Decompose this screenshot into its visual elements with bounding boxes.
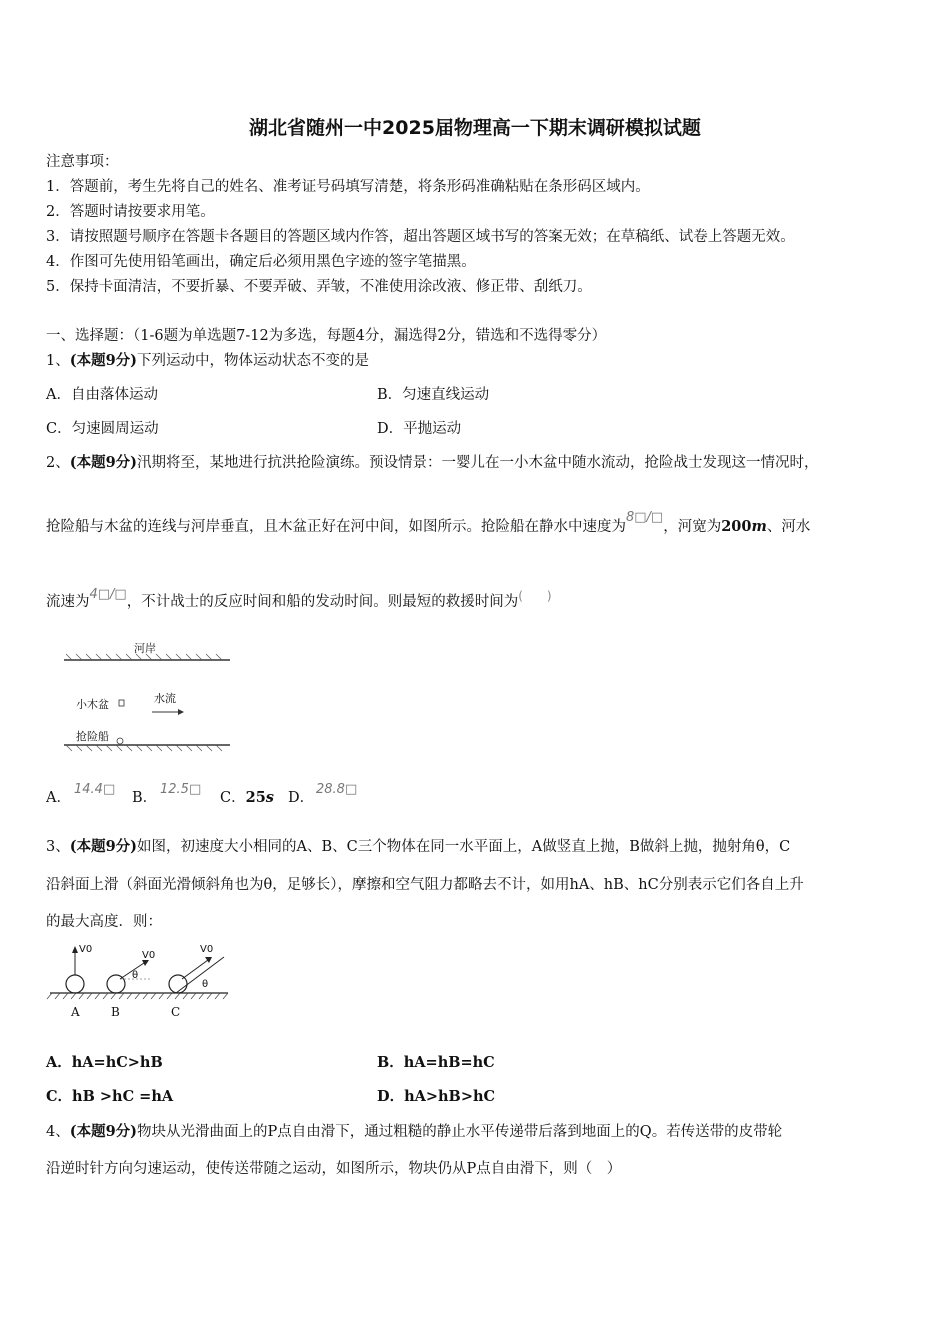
q3-option-c: C．hB >hC =hA bbox=[46, 1088, 174, 1105]
q2-option-a-label: A． bbox=[46, 790, 71, 806]
theta-label-b: θ bbox=[132, 970, 139, 981]
q2-option-c-label: C． bbox=[220, 790, 246, 806]
q1-score: (本题9分) bbox=[69, 352, 138, 369]
notice-item-5: 5．保持卡面清洁，不要折暴、不要弄破、弄皱，不准使用涂改液、修正带、刮纸刀。 bbox=[46, 279, 592, 295]
basin-label: 小木盆 bbox=[76, 698, 109, 711]
boat-label: 抢险船 bbox=[76, 730, 109, 743]
q1-option-d: D．平抛运动 bbox=[377, 421, 462, 437]
q2-paren: ( ) bbox=[518, 589, 552, 603]
theta-label-c: θ bbox=[202, 979, 209, 990]
q2-speed-water: 4□/□ bbox=[89, 587, 127, 602]
notice-item-3: 3．请按照题号顺序在答题卡各题目的答题区域内作答，超出答题区域书写的答案无效；在草稿纸、试卷上答题无效。 bbox=[46, 229, 795, 245]
question-2-line-2 bbox=[46, 510, 811, 538]
v0-label-a: V0 bbox=[79, 944, 93, 955]
projectile-figure bbox=[46, 943, 236, 1023]
q2-line2a: 抢险船与木盆的连线与河岸垂直，且木盆正好在河中间，如图所示。抢险船在静水中速度为 bbox=[46, 519, 626, 535]
q2-num: 2、 bbox=[46, 455, 70, 471]
q1-num: 1、 bbox=[46, 353, 70, 369]
q1-option-c: C．匀速圆周运动 bbox=[46, 421, 159, 437]
q2-option-b-label: B． bbox=[132, 790, 158, 806]
flow-arrowhead bbox=[178, 709, 184, 715]
question-2-line-3 bbox=[46, 587, 552, 613]
q2-line2b: ，河宽为 bbox=[663, 519, 722, 535]
q2-option-c bbox=[220, 788, 274, 808]
q3-option-a: A．hA=hC>hB bbox=[46, 1054, 163, 1071]
q1-option-b: B．匀速直线运动 bbox=[377, 387, 490, 403]
q2-speed-boat: 8□/□ bbox=[626, 510, 664, 525]
q1-stem: 下列运动中，物体运动状态不变的是 bbox=[137, 353, 370, 369]
ground-hatch bbox=[47, 993, 228, 999]
section-heading: 一、选择题：（1-6题为单选题7-12为多选，每题4分，漏选得2分，错选和不选得零分） bbox=[46, 328, 607, 344]
v0-label-b: V0 bbox=[142, 950, 156, 961]
question-1 bbox=[46, 351, 369, 371]
q3-option-b: B．hA=hB=hC bbox=[377, 1054, 495, 1071]
question-4-line-2: 沿逆时针方向匀速运动，使传送带随之运动，如图所示，物块仍从P点自由滑下，则（ ） bbox=[46, 1161, 622, 1177]
flow-label: 水流 bbox=[154, 692, 176, 705]
arrowhead-a bbox=[72, 946, 78, 953]
q2-line3b: ，不计战士的反应时间和船的发动时间。则最短的救援时间为 bbox=[126, 594, 519, 610]
v0-label-c: V0 bbox=[200, 944, 214, 955]
arrow-c bbox=[182, 960, 208, 979]
q3-option-d: D．hA>hB>hC bbox=[377, 1088, 496, 1105]
basin-mark bbox=[119, 700, 124, 706]
q2-score: (本题9分) bbox=[69, 454, 138, 471]
incline bbox=[176, 957, 224, 993]
point-b-label: B bbox=[111, 1005, 120, 1019]
q2-option-d-label: D． bbox=[288, 790, 315, 806]
q3-num: 3、 bbox=[46, 839, 70, 855]
q1-option-a: A．自由落体运动 bbox=[46, 387, 158, 403]
notice-item-4: 4．作图可先使用铅笔画出，确定后必须用黑色字迹的签字笔描黑。 bbox=[46, 254, 476, 270]
ball-a bbox=[66, 975, 84, 993]
question-3-line-2: 沿斜面上滑（斜面光滑倾斜角也为θ，足够长），摩擦和空气阻力都略去不计，如用hA、hB、hC分别表示它们各自上升 bbox=[46, 877, 804, 893]
q4-num: 4、 bbox=[46, 1124, 70, 1140]
lower-bank-hatch bbox=[66, 745, 222, 751]
q2-unit-m: m bbox=[751, 518, 767, 535]
arrowhead-c bbox=[205, 957, 212, 963]
notice-item-2: 2．答题时请按要求用笔。 bbox=[46, 204, 215, 220]
q4-line1: 物块从光滑曲面上的P点自由滑下，通过粗糙的静止水平传递带后落到地面上的Q。若传送带的皮带轮 bbox=[137, 1124, 783, 1140]
q4-score: (本题9分) bbox=[69, 1123, 138, 1140]
boat-mark bbox=[117, 738, 123, 744]
point-a-label: A bbox=[71, 1005, 80, 1019]
q2-line3a: 流速为 bbox=[46, 594, 90, 610]
q2-width: 200 bbox=[721, 518, 752, 535]
q2-option-b-value: 12.5□ bbox=[160, 782, 202, 797]
page-title: 湖北省随州一中2025届物理高一下期末调研模拟试题 bbox=[249, 117, 701, 139]
q3-score: (本题9分) bbox=[69, 838, 138, 855]
notice-heading: 注意事项： bbox=[46, 154, 119, 170]
notice-item-1: 1．答题前，考生先将自己的姓名、准考证号码填写清楚，将条形码准确粘贴在条形码区域内。 bbox=[46, 179, 650, 195]
q2-option-c-value: 25 bbox=[245, 789, 266, 806]
question-4-line-1 bbox=[46, 1122, 782, 1142]
river-bank-label: 河岸 bbox=[134, 642, 156, 655]
q2-line1: 汛期将至，某地进行抗洪抢险演练。预设情景：一婴儿在一小木盆中随水流动，抢险战士发现这一情况时， bbox=[137, 455, 819, 471]
q2-line2c: 、河水 bbox=[766, 519, 811, 535]
q2-option-c-unit: s bbox=[265, 789, 274, 806]
point-c-label: C bbox=[171, 1005, 181, 1019]
q2-option-d-value: 28.8□ bbox=[316, 782, 358, 797]
q2-option-a-value: 14.4□ bbox=[74, 782, 116, 797]
question-2-line-1 bbox=[46, 453, 819, 473]
question-3-line-3: 的最大高度．则： bbox=[46, 914, 162, 930]
question-3-line-1 bbox=[46, 837, 790, 857]
river-figure bbox=[60, 636, 235, 756]
q3-line1: 如图，初速度大小相同的A、B、C三个物体在同一水平面上，A做竖直上抛，B做斜上抛，抛射角θ，C bbox=[137, 839, 791, 855]
